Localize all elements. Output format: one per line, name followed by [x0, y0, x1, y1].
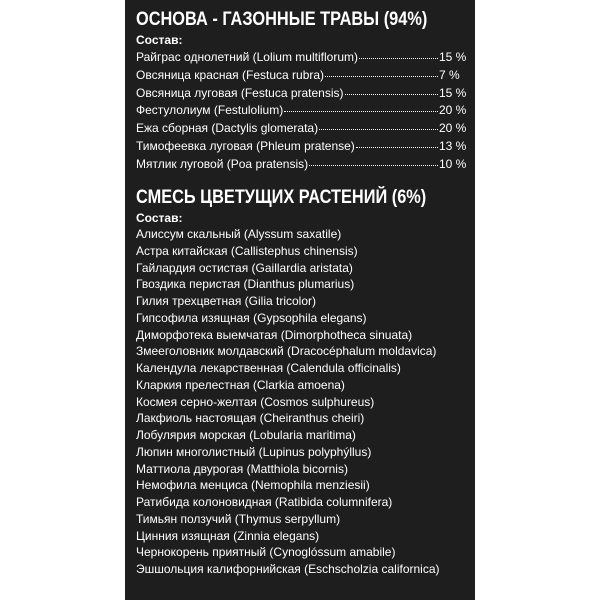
flower-item: Гайлардия остистая (Gaillardia aristata)	[136, 260, 353, 275]
flower-item: Календула лекарственная (Calendula officinalis)	[136, 361, 401, 375]
leader-dots	[284, 99, 438, 112]
grass-percent: 10 %	[439, 156, 467, 171]
flower-item: Диморфотека выемчатая (Dimorphotheca sinuata)	[136, 327, 413, 342]
flower-item: Гилия трехцветная (Gilia tricolor)	[136, 294, 316, 308]
grass-percent: 15 %	[439, 50, 467, 64]
flower-item: Лобулярия морская (Lobularia maritima)	[136, 428, 356, 442]
base-grasses-section	[136, 8, 467, 173]
flower-item: Эшшольция калифорнийская (Eschscholzia californica)	[136, 562, 440, 576]
grass-name: Овсяница красная (Festuca rubra)	[136, 67, 325, 82]
grass-percent: 20 %	[439, 121, 467, 136]
grass-percent: 13 %	[439, 138, 467, 153]
flower-item: Тимьян ползучий (Thymus serpyllum)	[136, 511, 341, 526]
leader-dots	[325, 64, 438, 77]
composition-panel	[125, 0, 475, 600]
leader-dots	[309, 153, 438, 166]
flower-item: Ратибида колоновидная (Ratibida columnifera)	[136, 495, 393, 509]
grass-name: Фестулолиум (Festulolium)	[136, 103, 284, 118]
flower-item: Астра китайская (Callistephus chinensis)	[136, 243, 358, 258]
grass-name: Ежа сборная (Dactylis glomerata)	[136, 121, 319, 136]
grass-name: Райграс однолетний (Lolium multiflorum)	[136, 50, 358, 64]
flower-item: Космея серно-желтая (Cosmos sulphureus)	[136, 394, 375, 409]
base-grasses-heading: ОСНОВА - ГАЗОННЫЕ ТРАВЫ (94%)	[136, 9, 428, 30]
flower-item: Маттиола двурогая (Matthiola bicornis)	[136, 461, 348, 476]
flowering-plants-list	[136, 226, 467, 578]
flower-item: Люпин многолистный (Lupinus polyphýllus)	[136, 444, 372, 459]
flower-item: Чернокорень приятный (Cynoglóssum amabile)	[136, 545, 396, 560]
flower-item: Змееголовник молдавский (Dracocéphalum moldavica)	[136, 344, 437, 359]
flower-item: Гипсофила изящная (Gypsophila elegans)	[136, 310, 367, 325]
grass-percent: 7 %	[439, 67, 460, 82]
base-grasses-list	[136, 48, 467, 173]
leader-dots	[319, 117, 438, 130]
leader-dots	[345, 82, 438, 95]
grass-name: Тимофеевка луговая (Phleum pratense)	[136, 138, 355, 153]
flower-item: Кларкия прелестная (Clarkia amoena)	[136, 377, 345, 392]
grass-percent: 20 %	[439, 103, 467, 118]
grass-percent: 15 %	[439, 85, 467, 100]
flowering-plants-section	[136, 186, 467, 578]
grass-name: Овсяница луговая (Festuca pratensis)	[136, 85, 344, 100]
flowers-composition-label: Состав:	[136, 211, 183, 225]
flower-item: Немофила менциса (Nemophila menziesii)	[136, 478, 370, 493]
base-composition-label: Состав:	[136, 33, 183, 47]
flower-item: Гвоздика перистая (Dianthus plumarius)	[136, 277, 355, 292]
leader-dots	[359, 46, 438, 59]
leader-dots	[356, 135, 438, 148]
grass-name: Мятлик луговой (Poa pratensis)	[136, 156, 309, 171]
flower-item: Цинния изящная (Zinnia elegans)	[136, 528, 320, 543]
grass-row	[136, 155, 467, 173]
flowering-plants-heading: СМЕСЬ ЦВЕТУЩИХ РАСТЕНИЙ (6%)	[136, 187, 427, 208]
flower-item: Алиссум скальный (Alyssum saxatile)	[136, 227, 342, 241]
flower-item: Лакфиоль настоящая (Cheiranthus cheiri)	[136, 411, 365, 426]
